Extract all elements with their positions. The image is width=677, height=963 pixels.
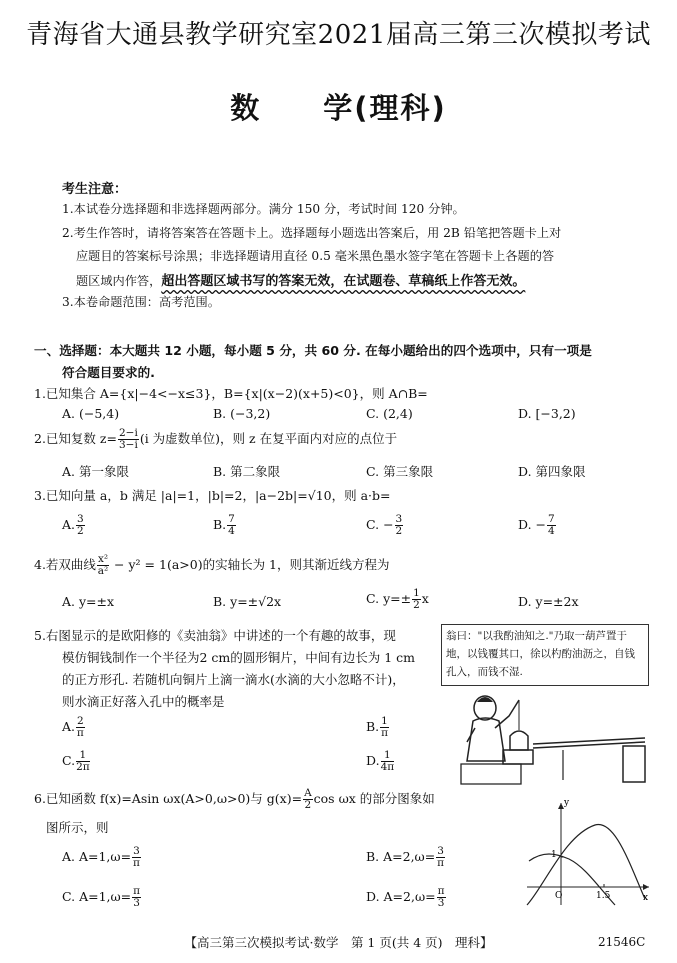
exam-title: 青海省大通县教学研究室2021届高三第三次模拟考试	[26, 20, 651, 50]
q5-option-d: D. $\frac{1}{4\pi}$	[366, 749, 395, 773]
note-2a: 2.考生作答时，请将答案答在答题卡上。选择题每小题选出答案后，用 2B 铅笔把答题卡上对	[62, 226, 562, 240]
oil-seller-illustration	[455, 688, 655, 786]
q4-option-b: B. y=±√2x	[213, 594, 282, 609]
q1-option-c: C. (2,4)	[366, 406, 413, 421]
q2-option-d: D. 第四象限	[518, 464, 586, 479]
q6-line-2: 图所示，则	[46, 820, 109, 835]
q5-option-a: A. $\frac{2}{\pi}$	[62, 715, 84, 739]
q5-line-2: 模仿铜钱制作一个半径为2 cm的圆形铜片，中间有边长为 1 cm	[62, 650, 416, 665]
note-2d-emphasis: 超出答题区域书写的答案无效，在试题卷、草稿纸上作答无效。	[161, 274, 526, 289]
q2-option-a: A. 第一象限	[62, 464, 129, 479]
q2-option-b: B. 第二象限	[213, 464, 281, 479]
q5-quote-box: 翁曰："以我酌油知之."乃取一葫芦置于地，以钱覆其口，徐以杓酌油沥之，自钱孔入，而钱不湿.	[441, 624, 649, 686]
q6-option-b: B. A=2,ω= $\frac{3}{\pi}$	[366, 845, 445, 869]
q6-fraction: $\frac{A}{2}$	[304, 787, 312, 811]
q3-option-b: B. $\frac{7}{4}$	[213, 513, 235, 537]
q1-option-a: A. (−5,4)	[62, 406, 120, 421]
section-heading: 一、选择题：本大题共 12 小题，每小题 5 分，共 60 分. 在每小题给出的四个选项中，只有一项是	[34, 343, 592, 358]
q2-stem: 2.已知复数 z= $\frac{2-i}{3-i}$ (i 为虚数单位)，则 z 在复平面内对应的点位于	[34, 427, 398, 451]
q6-option-a: A. A=1,ω= $\frac{3}{\pi}$	[62, 845, 140, 869]
q5-option-b: B. $\frac{1}{\pi}$	[366, 715, 388, 739]
q3-option-d: D. − $\frac{7}{4}$	[518, 513, 555, 537]
q5-option-c: C. $\frac{1}{2\pi}$	[62, 749, 90, 773]
note-1: 1.本试卷分选择题和非选择题两部分。满分 150 分，考试时间 120 分钟。	[62, 202, 465, 216]
note-3: 3.本卷命题范围：高考范围。	[62, 295, 220, 309]
q2-fraction: $\frac{2-i}{3-i}$	[118, 427, 138, 451]
q4-stem: 4.若双曲线 $\frac{\text{x²}}{\text{a²}}$ − y² = 1(a>0)的实轴长为 1，则其渐近线方程为	[34, 553, 390, 577]
q1-option-b: B. (−3,2)	[213, 406, 271, 421]
q3-option-a: A. $\frac{3}{2}$	[62, 513, 84, 537]
q5-line-4: 则水滴正好落入孔中的概率是	[62, 694, 225, 709]
sine-curve	[527, 824, 645, 905]
q6-option-c: C. A=1,ω= $\frac{\pi}{3}$	[62, 885, 141, 909]
q1-stem: 1.已知集合 A={x|−4<−x≤3}，B={x|(x−2)(x+5)<0}，则 A∩B=	[34, 386, 428, 401]
x-axis-arrow	[643, 884, 649, 890]
q5-line-3: 的正方形孔. 若随机向铜片上滴一滴水(水滴的大小忽略不计)，	[62, 672, 405, 687]
q4-option-a: A. y=±x	[62, 594, 115, 609]
q3-stem: 3.已知向量 a，b 满足 |a|=1，|b|=2，|a−2b|=√10，则 a·b=	[34, 488, 391, 503]
note-2c: 题区域内作答，	[76, 274, 162, 288]
section-heading-2: 符合题目要求的.	[62, 365, 155, 380]
q4-option-d: D. y=±2x	[518, 594, 579, 609]
note-2c-line	[76, 270, 525, 289]
notes-heading: 考生注意：	[62, 182, 128, 197]
note-2b: 应题目的答案标号涂黑；非选择题请用直径 0.5 毫米黑色墨水签字笔在答题卡上各题的答	[76, 249, 555, 263]
y-tick-label: 1	[551, 850, 557, 860]
paper-code: 21546C	[598, 935, 646, 949]
q3-option-c: C. − $\frac{3}{2}$	[366, 513, 403, 537]
q5-line-1: 5.右图显示的是欧阳修的《卖油翁》中讲述的一个有趣的故事，现	[34, 628, 396, 643]
y-axis-label: y	[564, 798, 570, 808]
q6-option-d: D. A=2,ω= $\frac{\pi}{3}$	[366, 885, 445, 909]
q4-fraction: $\frac{\text{x²}}{\text{a²}}$	[97, 553, 109, 577]
q6-stem: 6.已知函数 f(x)=Asin ωx(A>0,ω>0)与 g(x)= $\frac{A}{2}$ cos ωx 的部分图象如	[34, 787, 435, 811]
q2-option-c: C. 第三象限	[366, 464, 434, 479]
subject-title: 数 学(理科)	[230, 91, 447, 125]
q1-option-d: D. [−3,2)	[518, 406, 576, 421]
page-footer: 【高三第三次模拟考试·数学 第 1 页(共 4 页) 理科】	[184, 935, 493, 950]
x-axis-label: x	[643, 893, 649, 903]
q4-option-c: C. y=± $\frac{1}{2}$ x	[366, 587, 429, 611]
origin-label: O	[555, 891, 563, 901]
x-tick-label: 1.5	[596, 891, 611, 901]
q6-function-graph	[525, 795, 655, 907]
